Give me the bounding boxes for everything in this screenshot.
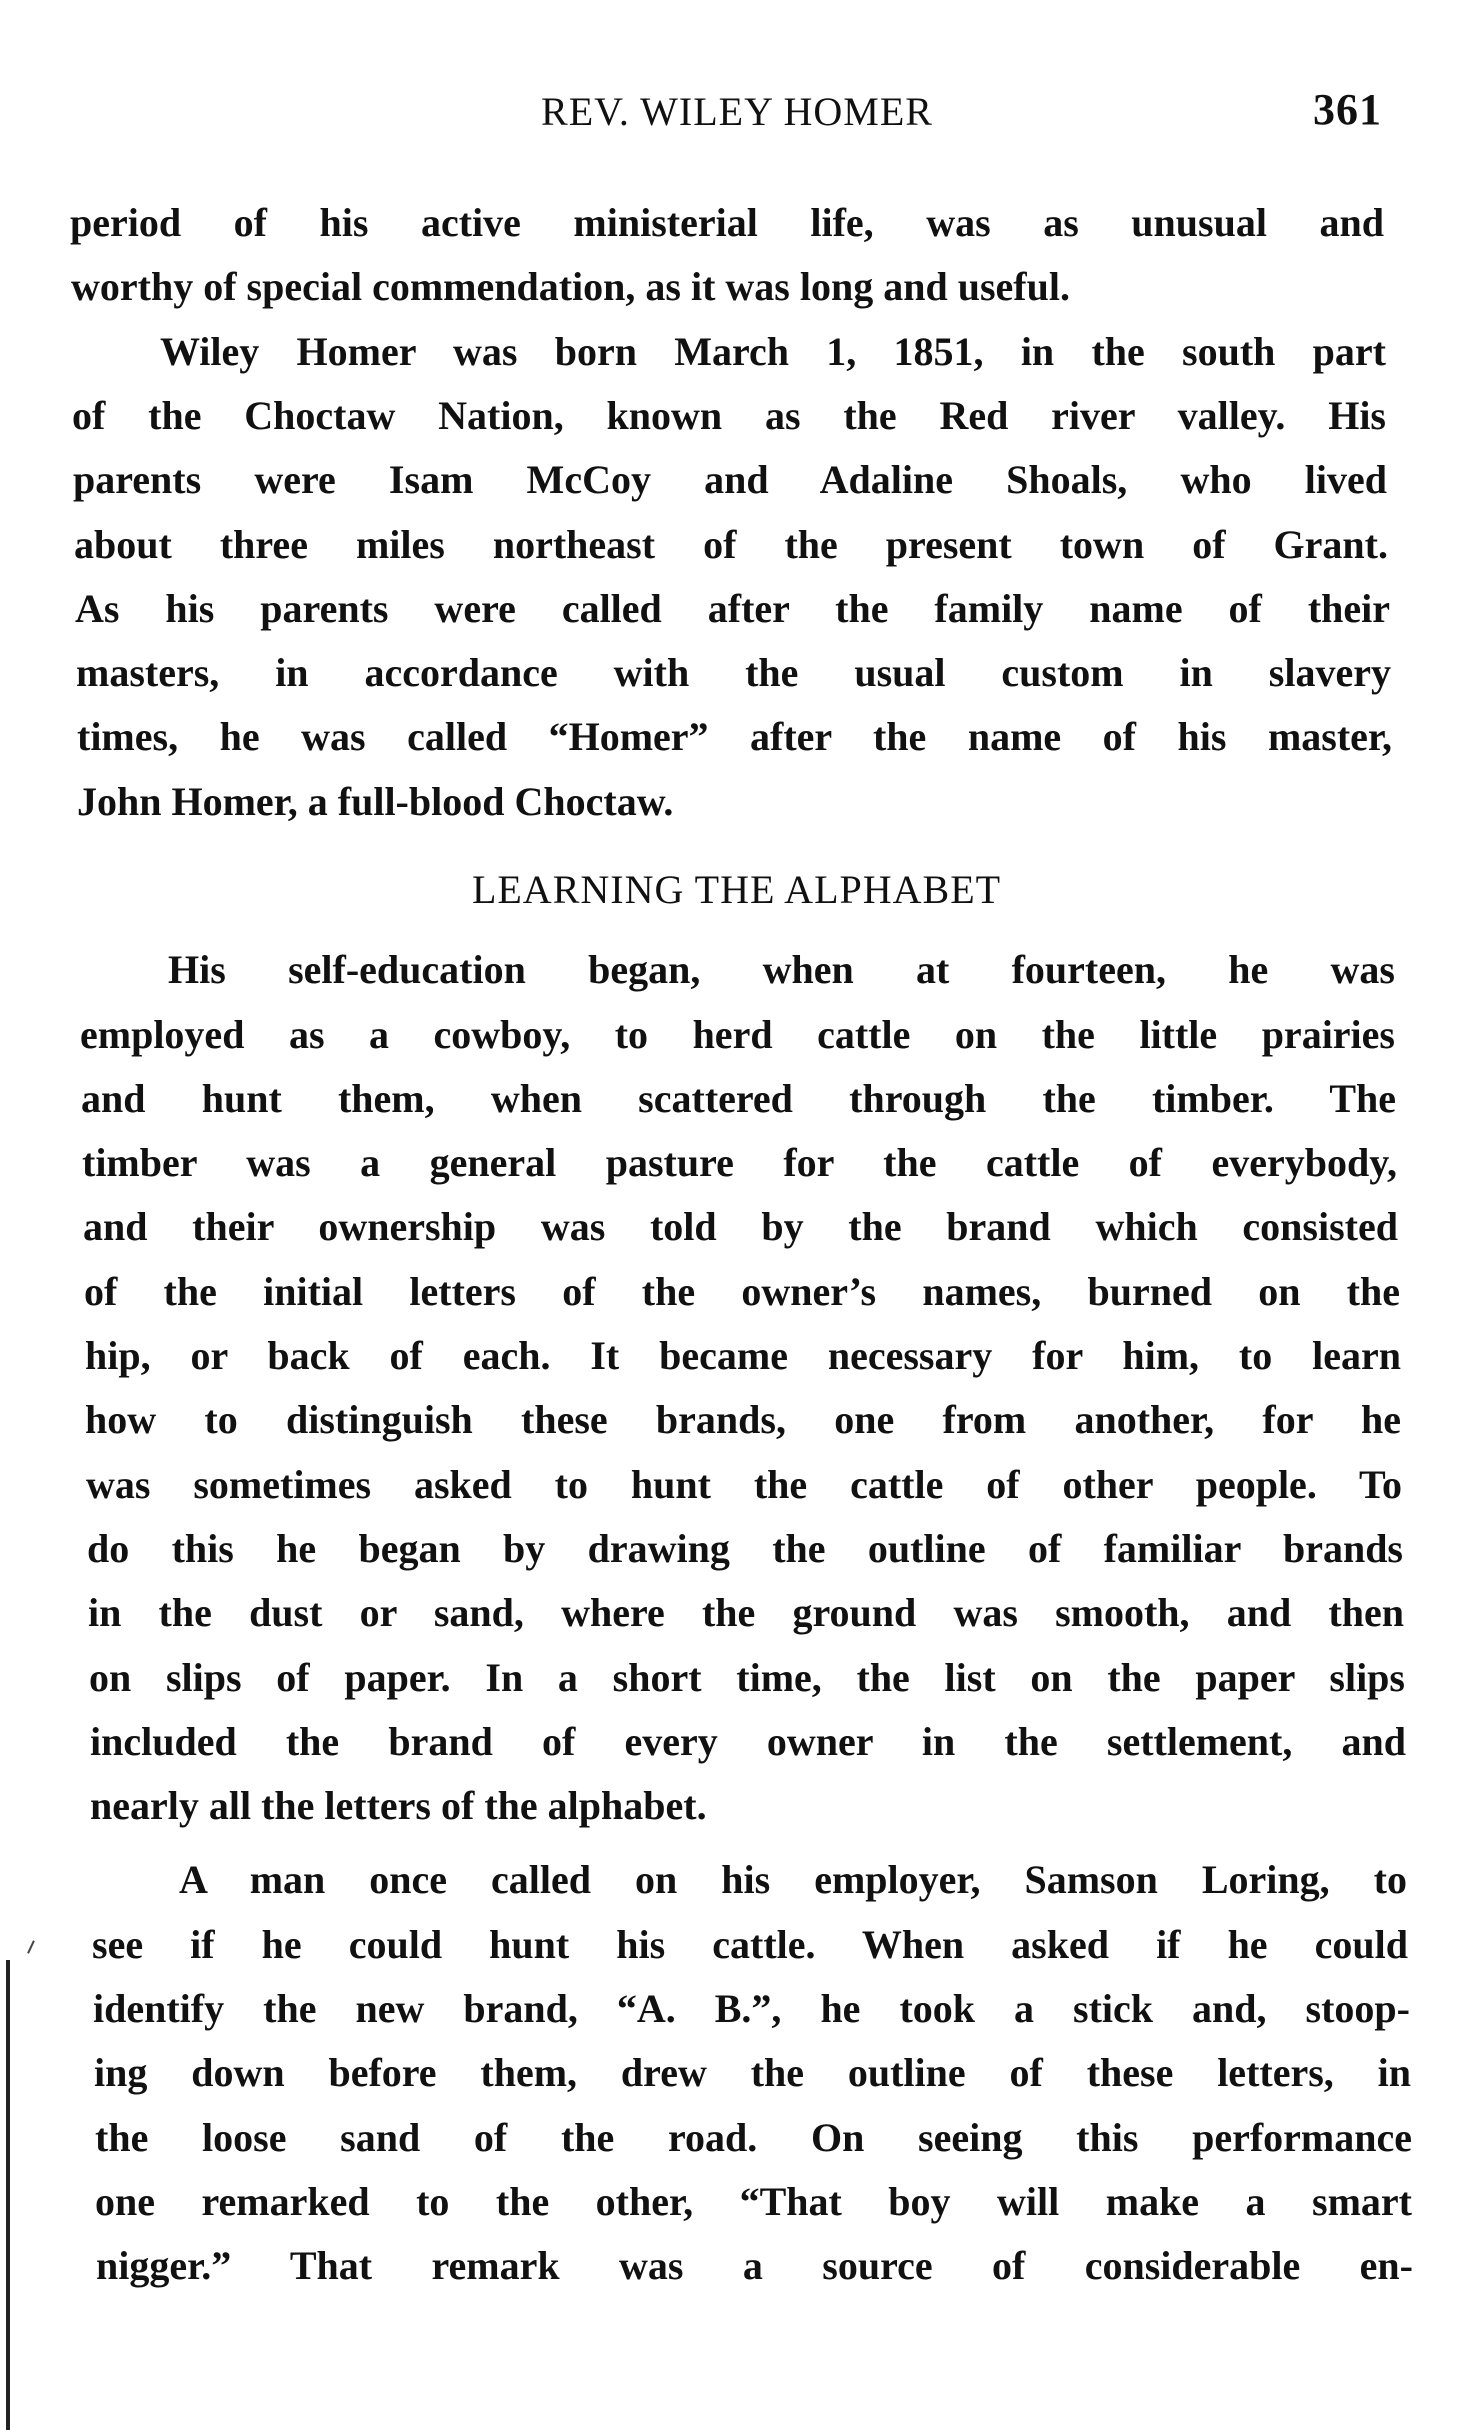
text-line: As his parents were called after the family name of their (75, 586, 1390, 631)
text-line: included the brand of every owner in the settlement, and (90, 1719, 1406, 1764)
text-line: His self-education began, when at fourteen, he was (168, 947, 1395, 992)
text-line: and their ownership was told by the brand which consisted (83, 1204, 1398, 1249)
text-line: nigger.” That remark was a source of considerable en- (96, 2243, 1413, 2288)
text-line: was sometimes asked to hunt the cattle of other people. To (86, 1462, 1402, 1507)
text-line: Wiley Homer was born March 1, 1851, in the south part (160, 329, 1386, 374)
text-line: hip, or back of each. It became necessary for him, to learn (85, 1333, 1401, 1378)
text-line: John Homer, a full-blood Choctaw. (77, 779, 674, 824)
text-line: of the initial letters of the owner’s names, burned on the (84, 1269, 1400, 1314)
text-line: one remarked to the other, “That boy will make a smart (95, 2179, 1412, 2224)
text-line: identify the new brand, “A. B.”, he took a stick and, stoop- (93, 1986, 1410, 2031)
section-heading: LEARNING THE ALPHABET (471, 867, 1002, 912)
text-line: timber was a general pasture for the cattle of everybody, (82, 1140, 1397, 1185)
text-line: masters, in accordance with the usual custom in slavery (76, 650, 1391, 695)
margin-bar (6, 1960, 10, 2430)
running-head: REV. WILEY HOMER (541, 89, 933, 134)
text-line: of the Choctaw Nation, known as the Red river valley. His (72, 393, 1386, 438)
text-line: parents were Isam McCoy and Adaline Shoals, who lived (73, 457, 1387, 502)
text-line: see if he could hunt his cattle. When asked if he could (92, 1922, 1408, 1967)
margin-mark (27, 1940, 35, 1954)
text-line: the loose sand of the road. On seeing this performance (95, 2115, 1412, 2160)
text-line: employed as a cowboy, to herd cattle on the little prairies (80, 1012, 1395, 1057)
text-line: in the dust or sand, where the ground was smooth, and then (88, 1590, 1404, 1635)
page-number: 361 (1313, 85, 1382, 134)
text-line: on slips of paper. In a short time, the list on the paper slips (89, 1655, 1405, 1700)
text-line: times, he was called “Homer” after the name of his master, (77, 714, 1392, 759)
text-line: period of his active ministerial life, was as unusual and (70, 200, 1384, 245)
text-line: about three miles northeast of the present town of Grant. (74, 522, 1388, 567)
text-line: and hunt them, when scattered through the timber. The (81, 1076, 1396, 1121)
text-line: worthy of special commendation, as it was long and useful. (71, 264, 1070, 309)
text-line: A man once called on his employer, Samson Loring, to (179, 1857, 1407, 1902)
text-line: ing down before them, drew the outline of these letters, in (94, 2050, 1411, 2095)
text-line: how to distinguish these brands, one from another, for he (85, 1397, 1401, 1442)
text-line: do this he began by drawing the outline of familiar brands (87, 1526, 1403, 1571)
text-line: nearly all the letters of the alphabet. (90, 1783, 707, 1828)
